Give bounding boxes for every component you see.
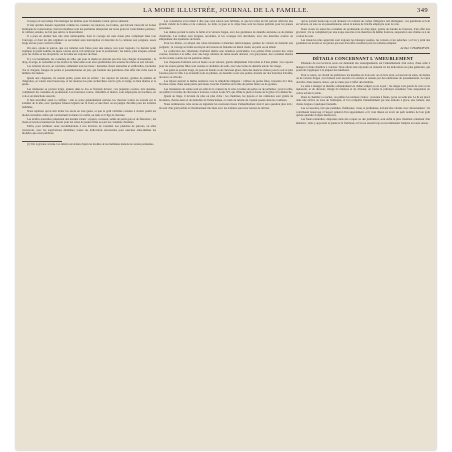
paragraph: La confection des vêtements d'enfants mérite une attention particulière. Les petites filles portent des robes courtes, froncées à la taille, avec une large ceinture de ruban nouée derrière ; les garçonnets, des costumes marins ou des vestes courtes sur un pantalon ample.: [159, 49, 293, 60]
paragraph: Nous avons vu aussi des costumes de promenade en drap léger, garnis de bandes de fourrure, d'un effet très gracieux ; ils se complètent par une toque assortie et un manchon de même fourrure, suspendu à une chaîne ou à un cordon de soie.: [296, 26, 430, 38]
paragraph: Les chapeaux d'enfants sont en feutre ou en velours, garnis simplement d'un ruban et d'une plume ; les capotes pour les toutes petites filles sont ouatées et doublées de satin, avec une ruche de dentelle autour du visage.: [159, 60, 293, 68]
section-rule: [296, 53, 430, 54]
paragraph: Les gants se portent longs, de peau de Suède ou de chevreau glacé, dans des nuances claires pour le soir et plus foncées pour la ville. Les éventails sont en plumes, en dentelle ou en soie peinte, montés sur des branches d'écaille, de nacre ou d'ivoire.: [159, 67, 293, 79]
paragraph: Pour les dîners, on adopte des robes montantes à manches demi-longues, garnies de volants de dentelle aux poignets ; le corsage se ferme au moyen de boutons de fantaisie en métal ciselé, en perle ou en émail.: [159, 41, 293, 49]
footnote-rule: [22, 141, 62, 142]
paragraph: Les chaussures de soirée sont en satin de la couleur de la robe, brodées de perles ou de paillettes ; pour la ville, on préfère la bottine de chevreau à boutons, à talon Louis XV, qui affine le pied et donne de la grâce à la démarche.: [159, 86, 293, 95]
paragraph: Il faut surveiller aussi la coiffure : elle se porte généralement relevée, les cheveux tordus en torsade sur le sommet de la tête, avec quelques frisures légères sur le front, et une fleur ou un peigne d'écaille pour les toilettes habillées.: [22, 97, 156, 109]
paragraph: Dans la chambre à coucher, on préfère les tentures claires : cretonne à fleurs, perse ou satin uni. Le lit est placé dans une alcôve ou sous un baldaquin, et l'on complète l'ameublement par une armoire à glace, une toilette, une chaise longue et quelques fauteuils.: [296, 94, 430, 106]
paragraph: Quant au linge, il devient de plus en plus riche : les chemises, les jupons et les camisoles sont garnis de broderies, d'entre-deux et de dentelles de Valenciennes, et ornés de rubans de couleur passés dans les coulisses.: [159, 94, 293, 102]
paragraph: il essaya en tout temps d'en ménager les mailles pour fil dentelle valeur qui les amènent.: [27, 20, 129, 23]
paragraph: Les toilettes du soir, au contraire, admettent tous les luxes : dentelles, fleurs naturelles et artificielles, broderies d'or et d'argent, franges de perles et passementeries de jais, qui forment des garnitures d'un effet très riche sous la lumière des lustres.: [22, 64, 156, 76]
page-number: 349: [417, 7, 428, 14]
paragraph: On aura, ajoute le patron, que ces toilettes sont faites pour une saison, non pour toujours. Ce dernier point explique le grand nombre de jupes courtes qu'on voit employer pour la promenade ; les autres, plus longues, restent pour les visites et les réceptions, où la traîne est toujours de mise.: [22, 45, 156, 57]
column-1: [22, 20, 156, 446]
column-2: [159, 20, 293, 446]
author-signature: Arthur CHAINDEVIS.: [400, 45, 430, 50]
paragraph: qui se portent beaucoup et qui donnent à la toilette un cachet d'élégance très distinguée ; ces garnitures se font en velours, en soie ou en passementerie, selon la nature de l'étoffe employée pour la robe.: [296, 20, 430, 27]
section-title: DÉTAILS CONCERNANT L'AMEUBLEMENT: [312, 56, 414, 62]
newspaper-page: [16, 4, 436, 450]
journal-title: LA MODE ILLUSTRÉE, JOURNAL DE LA FAMILLE.: [143, 7, 309, 14]
paragraph: Pour le salon, on choisit de préférence les meubles en bois noir ou en bois doré, recouverts de satin, de damas ou de velours frappé ; les rideaux sont assortis à la tenture et retenus par des embrasses de passementerie. Le tapis doit être d'une nuance douce, qui ne nuise pas à l'effet des meubles.: [296, 72, 430, 84]
paragraph: Enfin, pour terminer, nous recommandons à nos lectrices de consulter nos planches de patrons, où elles trouveront, avec les explications détaillées, toutes les indications nécessaires pour exécuter elles-mêmes les modèles que nous publions.: [22, 124, 156, 136]
paragraph: Les manteaux se portent longs, ajustés dans le dos et flottants devant ; les jaquettes courtes, très ajustées, complètent les costumes de promenade. Les fourrures, loutre, chinchilla et martre, sont employées en bordures, en cols et en manchons assortis.: [22, 86, 156, 98]
paragraph: Nous répétons qu'on doit éviter les excès en tout genre, et que le goût véritable consiste à choisir parmi les modes nouvelles celles qui conviennent le mieux à la taille, au teint et à l'âge de chacune.: [22, 109, 156, 117]
paragraph: Les accessoires, tels que pendules, flambeaux, vases et jardinières, doivent être choisis avec discernement ; ils contribuent beaucoup à l'aspect général d'un appartement, et il vaut mieux en avoir un petit nombre de bon goût qu'une quantité d'objets médiocres.: [296, 106, 430, 117]
paragraph: Il faut qu'elles fassent cependant comme les couleurs, les nuances, les formes, qui doivent s'assortir en bonne harmonie de conservation, dont les modistes sont les premières interprètes sur notre grand et vaste théâtre parisien ; le coiffeur, ensuite, ne fait que suivre ce mouvement.: [22, 23, 156, 35]
paragraph: Les bijoux suivent la même tendance vers la simplicité élégante : colliers de perles fines, bracelets d'or mat, broches ornées d'une seule pierre précieuse, boucles d'oreilles en forme de petites fleurs ou de gouttes.: [159, 79, 293, 87]
paragraph: Il a paru en dernier lieu une robe remarquable, dont le corsage est sans doute plus compliqué dans tout l'ouvrage, et dont les plis réguliers se succèdent sans interruption ni désordre de la ceinture aux poignets, assez longs encore pour couvrir la main.: [22, 34, 156, 46]
paragraph: Quant aux chapeaux, ils restent petits, posés très en arrière ; les capotes de velours, garnies de plumes ou d'aigrettes, se voient aussi beaucoup, et les nuances les plus recherchées sont le gris, le beige, le bleu marine et le prune.: [22, 75, 156, 87]
paragraph: Il y a le lendemain, les costumes de ville, qui pour le matin ne doivent pas être trop chargés d'ornements ; le drap, la serge, le cachemire et les étoffes de laine unies sont alors préférables aux soieries brochées et aux velours.: [22, 56, 156, 65]
paragraph: Les couturières s'accordent à dire que cette saison sera brillante, et que les robes de bal surtout offriront une grande variété de formes et de couleurs. Le tulle, la gaze et le crêpe lisse sont les tissus préférés pour les jeunes personnes.: [159, 20, 293, 30]
running-header: [16, 7, 436, 17]
footnote: (1) Voir la gravure coloriée. Ces détails sont donnés d'après les modèles de nos meilleures maisons de couture parisiennes.: [27, 143, 154, 147]
paragraph: Les dames portent le satin, le faille et le velours frappé, avec des garnitures de dentelle ancienne ou de plumes d'autruche. Les traînes sont longues, arrondies, et les corsages très décolletés, avec des manches courtes ou simplement des épaulettes de fleurs.: [159, 30, 293, 42]
paragraph: Plusieurs de nos lectrices nous ont demandé des renseignements sur l'ameublement d'un salon, d'une salle à manger et d'une chambre à coucher. Nous allons leur répondre en donnant ici les indications les plus générales, qui pourront s'appliquer à la plupart des intérieurs.: [296, 61, 430, 73]
paragraph: Les tissus les plus appréciés sont toujours les lainages souples, les velours et les peluches ; et l'on y joint des garnitures en tresses et en galons qui sont d'un effet excellent pour les toilettes simples.: [296, 37, 430, 46]
paragraph: Les fleurs naturelles, disposées dans des coupes ou des jardinières, sont enfin le plus charmant ornement d'un intérieur ; elles y apportent la gaieté et la fraîcheur, et l'on ne saurait trop en recommander l'emploi en toute saison.: [296, 117, 430, 125]
paragraph: Nous terminerons cette revue en signalant les nouveaux tissus d'ameublement dont il sera question plus loin ; ils sont d'un goût parfait et s'harmonisent très bien avec les toilettes que nous venons de décrire.: [159, 102, 293, 110]
paragraph: La salle à manger se meuble ordinairement en chêne sculpté ou en noyer ; les sièges sont garnis de cuir ou de tapisserie, et un dressoir, chargé de faïences et de cristaux, en forme le principal ornement. Une suspension en cuivre éclaire la table.: [296, 83, 430, 95]
column-3: [296, 20, 430, 446]
header-rule: [22, 17, 430, 18]
paragraph: Les étoffes nouvelles présentent des dessins variés : rayures, carreaux, semis de petits pois et de fleurettes ; les tissus écossais reviennent en faveur pour les robes de jeunes filles et pour les costumes d'enfants.: [22, 116, 156, 125]
